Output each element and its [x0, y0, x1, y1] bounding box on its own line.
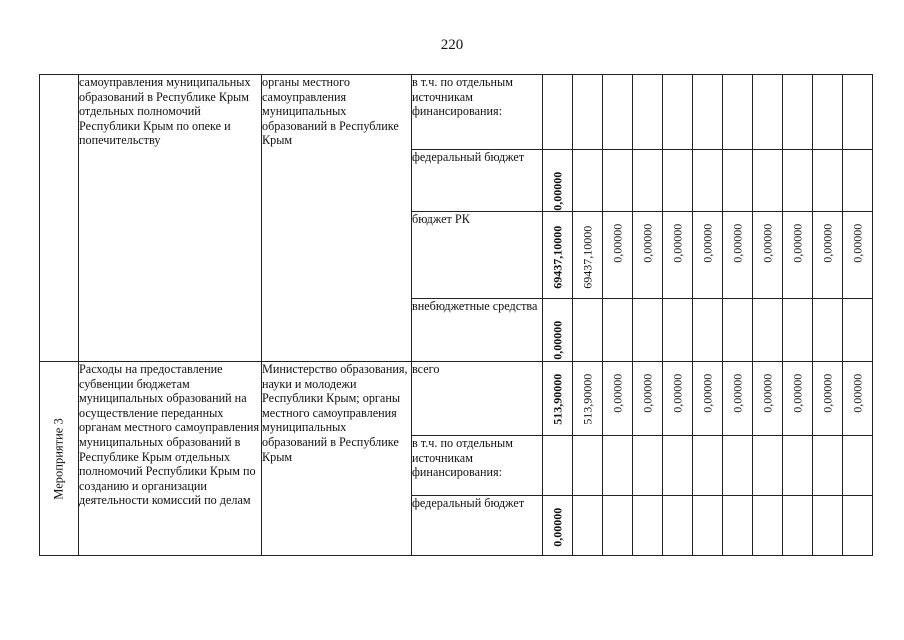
year-value: 0,00000 — [850, 223, 865, 263]
year-value: 0,00000 — [700, 373, 715, 413]
activity-description: самоуправления муниципальных образований в Республике Крым отдельных полномочий Республики Крым по опеке и попечительству — [79, 75, 262, 362]
year-value: 0,00000 — [790, 223, 805, 263]
total-value: 513,90000 — [550, 373, 565, 425]
activity-number: Мероприятие 3 — [51, 417, 66, 500]
funding-source: в т.ч. по отдельным источникам финансирования: — [412, 436, 543, 496]
year-value: 0,00000 — [640, 223, 655, 263]
year-value: 0,00000 — [640, 373, 655, 413]
funding-source: всего — [412, 362, 543, 436]
year-value: 0,00000 — [850, 373, 865, 413]
funding-source: федеральный бюджет — [412, 496, 543, 556]
funding-source: федеральный бюджет — [412, 150, 543, 212]
year-value: 0,00000 — [730, 373, 745, 413]
year-value: 69437,10000 — [580, 225, 595, 289]
year-value: 0,00000 — [610, 373, 625, 413]
funding-table — [39, 74, 873, 556]
year-value: 0,00000 — [670, 373, 685, 413]
year-value: 513,90000 — [580, 373, 595, 425]
table-row — [40, 75, 873, 150]
total-value: 0,00000 — [550, 171, 565, 211]
year-value: 0,00000 — [790, 373, 805, 413]
year-value: 0,00000 — [820, 373, 835, 413]
year-value: 0,00000 — [760, 223, 775, 263]
year-value: 0,00000 — [700, 223, 715, 263]
total-value: 69437,10000 — [550, 225, 565, 289]
year-value: 0,00000 — [670, 223, 685, 263]
year-value: 0,00000 — [610, 223, 625, 263]
total-value: 0,00000 — [550, 320, 565, 360]
funding-source: в т.ч. по отдельным источникам финансирования: — [412, 75, 543, 150]
page-number: 220 — [440, 37, 464, 53]
activity-executor: органы местного самоуправления муниципальных образований в Республике Крым — [262, 75, 412, 362]
activity-number-cell — [40, 362, 79, 556]
year-value: 0,00000 — [820, 223, 835, 263]
year-value: 0,00000 — [730, 223, 745, 263]
year-value: 0,00000 — [760, 373, 775, 413]
table-row — [40, 362, 873, 436]
funding-source: внебюджетные средства — [412, 299, 543, 362]
activity-cell-empty — [40, 75, 79, 362]
activity-description: Расходы на предоставление субвенции бюджетам муниципальных образований на осуществление переданных органам местного самоуправления муниципальных образований в Республике Крым отдельных полномочий Республики Крым по созданию и организации деятельности комиссий по делам — [79, 362, 262, 556]
activity-executor: Министерство образования, науки и молодежи Республики Крым; органы местного самоуправления муниципальных образований в Республике Крым — [262, 362, 412, 556]
total-value: 0,00000 — [550, 507, 565, 547]
funding-source: бюджет РК — [412, 212, 543, 299]
